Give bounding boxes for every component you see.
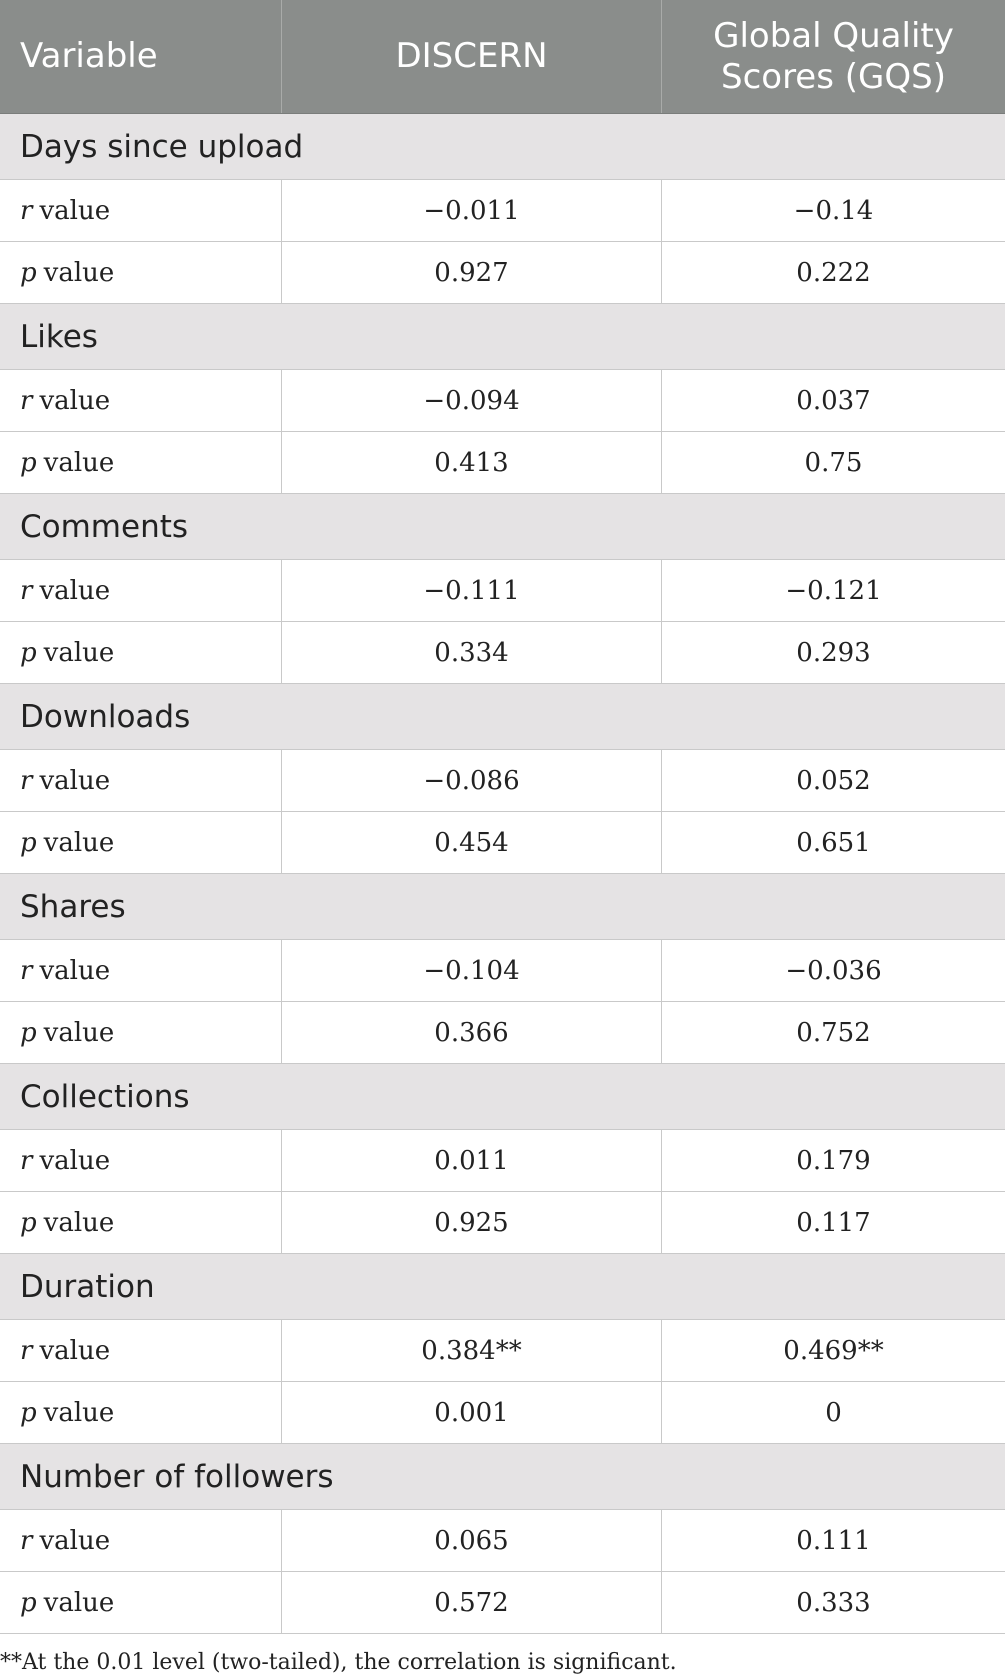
cell-discern: −0.104 (282, 940, 662, 1001)
table-row (0, 180, 1005, 242)
cell-gqs: 0.293 (796, 637, 871, 668)
cell-discern: 0.927 (282, 242, 662, 303)
cell-gqs: 0.752 (796, 1017, 871, 1048)
section-heading: Likes (0, 304, 1005, 370)
table-footnote: **At the 0.01 level (two-tailed), the correlation is significant. (0, 1650, 677, 1675)
cell-gqs: 0.037 (796, 385, 871, 416)
row-label: p value (0, 242, 282, 303)
p-letter: p (20, 637, 37, 668)
table-row (0, 1002, 1005, 1064)
cell-discern: 0.572 (282, 1572, 662, 1633)
cell-discern: 0.413 (282, 432, 662, 493)
row-label: p value (0, 432, 282, 493)
header-gqs-line1: Global Quality (713, 15, 954, 56)
table-row (0, 560, 1005, 622)
section-heading: Number of followers (0, 1444, 1005, 1510)
cell-discern: 0.001 (282, 1382, 662, 1443)
table-row (0, 940, 1005, 1002)
row-label: r value (0, 1320, 282, 1381)
cell-discern: 0.011 (282, 1130, 662, 1191)
cell-discern: 0.065 (282, 1510, 662, 1571)
row-label: r value (0, 1510, 282, 1571)
table-row (0, 370, 1005, 432)
table-row (0, 812, 1005, 874)
r-letter: r (20, 1145, 33, 1176)
cell-discern: 0.454 (282, 812, 662, 873)
section-heading: Comments (0, 494, 1005, 560)
cell-gqs: 0.469** (783, 1335, 884, 1366)
r-letter: r (20, 385, 33, 416)
cell-gqs: −0.121 (785, 575, 882, 606)
row-label: p value (0, 812, 282, 873)
row-label: r value (0, 180, 282, 241)
p-letter: p (20, 447, 37, 478)
row-label: r value (0, 370, 282, 431)
p-letter: p (20, 1587, 37, 1618)
cell-gqs: −0.14 (793, 195, 874, 226)
p-letter: p (20, 1397, 37, 1428)
table-row (0, 432, 1005, 494)
header-gqs-line2: Scores (GQS) (721, 56, 946, 97)
table-row (0, 1572, 1005, 1634)
section-heading: Shares (0, 874, 1005, 940)
p-letter: p (20, 1207, 37, 1238)
cell-gqs: −0.036 (785, 955, 882, 986)
r-letter: r (20, 955, 33, 986)
cell-discern: −0.111 (282, 560, 662, 621)
row-label: p value (0, 1572, 282, 1633)
cell-discern: −0.011 (282, 180, 662, 241)
p-letter: p (20, 1017, 37, 1048)
cell-discern: 0.366 (282, 1002, 662, 1063)
cell-discern: −0.086 (282, 750, 662, 811)
cell-gqs: 0.117 (796, 1207, 871, 1238)
r-letter: r (20, 195, 33, 226)
r-letter: r (20, 765, 33, 796)
row-label: r value (0, 560, 282, 621)
cell-discern: 0.925 (282, 1192, 662, 1253)
cell-discern: 0.334 (282, 622, 662, 683)
row-label: p value (0, 622, 282, 683)
cell-gqs: 0.222 (796, 257, 871, 288)
table-row (0, 1510, 1005, 1572)
cell-gqs: 0.333 (796, 1587, 871, 1618)
cell-discern: −0.094 (282, 370, 662, 431)
row-label: p value (0, 1382, 282, 1443)
row-label: p value (0, 1192, 282, 1253)
row-label: p value (0, 1002, 282, 1063)
cell-gqs: 0.651 (796, 827, 871, 858)
row-label: r value (0, 940, 282, 1001)
section-heading: Collections (0, 1064, 1005, 1130)
cell-gqs: 0.052 (796, 765, 871, 796)
r-letter: r (20, 575, 33, 606)
header-variable: Variable (0, 0, 282, 113)
section-heading: Downloads (0, 684, 1005, 750)
cell-gqs: 0.179 (796, 1145, 871, 1176)
cell-discern: 0.384** (282, 1320, 662, 1381)
row-label: r value (0, 1130, 282, 1191)
r-letter: r (20, 1335, 33, 1366)
row-label: r value (0, 750, 282, 811)
cell-gqs: 0.111 (796, 1525, 871, 1556)
table-row (0, 750, 1005, 812)
p-letter: p (20, 257, 37, 288)
p-letter: p (20, 827, 37, 858)
table-row (0, 242, 1005, 304)
header-gqs (662, 0, 1005, 113)
table-header (0, 0, 1005, 114)
r-letter: r (20, 1525, 33, 1556)
cell-gqs: 0.75 (804, 447, 863, 478)
table-row (0, 1192, 1005, 1254)
table-row (0, 1130, 1005, 1192)
table-row (0, 1382, 1005, 1444)
section-heading: Duration (0, 1254, 1005, 1320)
header-discern: DISCERN (282, 0, 662, 113)
table-row (0, 622, 1005, 684)
cell-gqs: 0 (825, 1397, 842, 1428)
section-heading: Days since upload (0, 114, 1005, 180)
table-row (0, 1320, 1005, 1382)
